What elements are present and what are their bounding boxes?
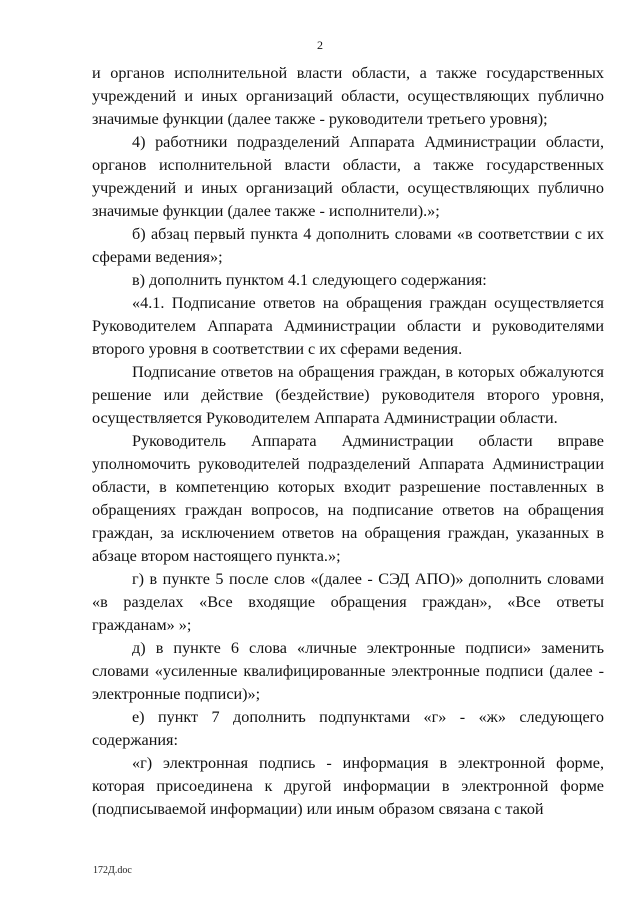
paragraph: Подписание ответов на обращения граждан, в которых обжалуются решение или действие (бездействие) руководителя второго уровня, осуществляется Руководителем Аппарата Администрации области.: [92, 363, 604, 427]
page-number: 2: [317, 38, 323, 52]
document-body: [92, 62, 604, 821]
footer-filename: 172Д.doc: [93, 865, 132, 876]
paragraph: б) абзац первый пункта 4 дополнить словами «в соответствии с их сферами ведения»;: [92, 225, 604, 266]
paragraph: и органов исполнительной власти области, а также государственных учреждений и иных организаций области, осуществляющих публично значимые функции (далее также - руководители третьего уровня);: [92, 64, 604, 128]
paragraph: г) в пункте 5 после слов «(далее - СЭД АПО)» дополнить словами «в разделах «Все входящие обращения граждан», «Все ответы гражданам» »;: [92, 570, 604, 634]
paragraph: д) в пункте 6 слова «личные электронные подписи» заменить словами «усиленные квалифицированные электронные подписи (далее - электронные подписи)»;: [92, 639, 604, 703]
paragraph: 4) работники подразделений Аппарата Администрации области, органов исполнительной власти области, а также государственных учреждений и иных организаций области, осуществляющих публично значимые функции (далее также - исполнители).»;: [92, 133, 604, 220]
paragraph: «г) электронная подпись - информация в электронной форме, которая присоединена к другой информации в электронной форме (подписываемой информации) или иным образом связана с такой: [92, 754, 604, 818]
paragraph: «4.1. Подписание ответов на обращения граждан осуществляется Руководителем Аппарата Администрации области и руководителями второго уровня в соответствии с их сферами ведения.: [92, 294, 604, 358]
paragraph: Руководитель Аппарата Администрации области вправе уполномочить руководителей подразделений Аппарата Администрации области, в компетенцию которых входит разрешение поставленных в обращениях граждан вопросов, на подписание ответов на обращения граждан, за исключением ответов на обращения граждан, указанных в абзаце втором настоящего пункта.»;: [92, 432, 604, 565]
paragraph: е) пункт 7 дополнить подпунктами «г» - «ж» следующего содержания:: [92, 708, 604, 749]
paragraph: в) дополнить пунктом 4.1 следующего содержания:: [132, 271, 487, 289]
